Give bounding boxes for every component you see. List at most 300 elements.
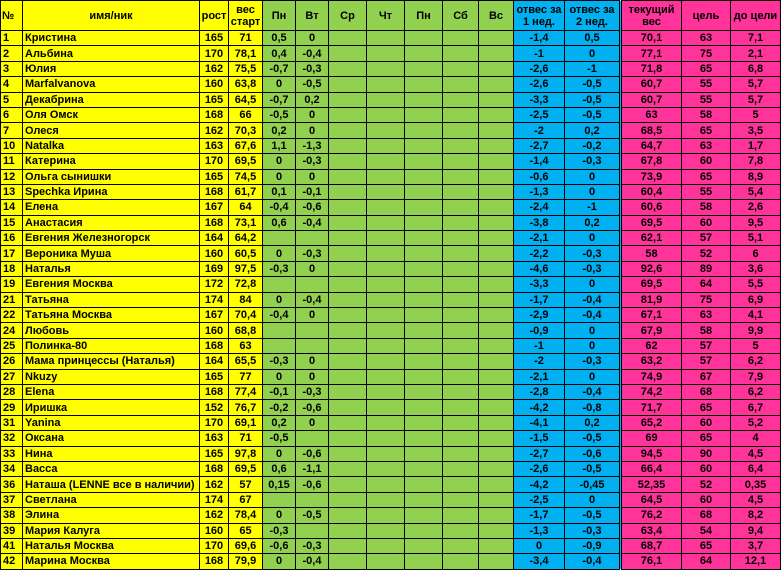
cell-goal[interactable]: 64 bbox=[682, 554, 731, 569]
cell-name[interactable]: Оксана bbox=[23, 431, 200, 446]
cell-height[interactable]: 174 bbox=[200, 292, 229, 307]
cell-num[interactable]: 37 bbox=[1, 492, 23, 507]
cell-loss-week1[interactable]: -1,4 bbox=[514, 154, 565, 169]
cell-height[interactable]: 160 bbox=[200, 246, 229, 261]
cell-thu[interactable] bbox=[367, 46, 405, 61]
cell-wed[interactable] bbox=[329, 384, 367, 399]
cell-loss-week1[interactable]: -3,3 bbox=[514, 92, 565, 107]
cell-tue[interactable]: -0,6 bbox=[296, 446, 329, 461]
cell-thu[interactable] bbox=[367, 107, 405, 122]
cell-num[interactable]: 38 bbox=[1, 508, 23, 523]
cell-mon[interactable]: -0,2 bbox=[263, 400, 296, 415]
cell-current-weight[interactable]: 66,4 bbox=[621, 461, 682, 476]
cell-wed[interactable] bbox=[329, 231, 367, 246]
cell-num[interactable]: 21 bbox=[1, 292, 23, 307]
cell-start-weight[interactable]: 64,5 bbox=[229, 92, 263, 107]
cell-name[interactable]: Декабрина bbox=[23, 92, 200, 107]
cell-thu[interactable] bbox=[367, 200, 405, 215]
cell-to-goal[interactable]: 3,5 bbox=[731, 123, 781, 138]
cell-tue[interactable] bbox=[296, 523, 329, 538]
cell-loss-week2[interactable]: 0,5 bbox=[565, 31, 621, 46]
cell-to-goal[interactable]: 6 bbox=[731, 246, 781, 261]
cell-num[interactable]: 33 bbox=[1, 446, 23, 461]
cell-loss-week2[interactable]: 0 bbox=[565, 369, 621, 384]
cell-start-weight[interactable]: 60,5 bbox=[229, 246, 263, 261]
cell-loss-week1[interactable]: -3,3 bbox=[514, 277, 565, 292]
cell-name[interactable]: Элина bbox=[23, 508, 200, 523]
cell-tue[interactable]: -0,6 bbox=[296, 400, 329, 415]
cell-mon[interactable]: -0,1 bbox=[263, 384, 296, 399]
cell-tue[interactable]: -0,3 bbox=[296, 246, 329, 261]
cell-fri[interactable] bbox=[405, 154, 443, 169]
cell-fri[interactable] bbox=[405, 323, 443, 338]
cell-name[interactable]: Ольга сынишки bbox=[23, 169, 200, 184]
cell-goal[interactable]: 67 bbox=[682, 369, 731, 384]
cell-sat[interactable] bbox=[443, 446, 479, 461]
cell-num[interactable]: 17 bbox=[1, 246, 23, 261]
header-loss-week1[interactable]: отвес за 1 нед. bbox=[514, 1, 565, 31]
cell-current-weight[interactable]: 67,9 bbox=[621, 323, 682, 338]
cell-wed[interactable] bbox=[329, 415, 367, 430]
cell-mon[interactable]: 0 bbox=[263, 369, 296, 384]
cell-fri[interactable] bbox=[405, 123, 443, 138]
cell-num[interactable]: 7 bbox=[1, 123, 23, 138]
cell-sat[interactable] bbox=[443, 277, 479, 292]
cell-loss-week2[interactable]: -0,8 bbox=[565, 400, 621, 415]
cell-sat[interactable] bbox=[443, 477, 479, 492]
cell-thu[interactable] bbox=[367, 461, 405, 476]
cell-sat[interactable] bbox=[443, 554, 479, 569]
cell-height[interactable]: 170 bbox=[200, 415, 229, 430]
cell-to-goal[interactable]: 6,8 bbox=[731, 61, 781, 76]
cell-thu[interactable] bbox=[367, 415, 405, 430]
cell-loss-week1[interactable]: -3,8 bbox=[514, 215, 565, 230]
cell-name[interactable]: Вероника Муша bbox=[23, 246, 200, 261]
cell-loss-week1[interactable]: -0,9 bbox=[514, 323, 565, 338]
cell-tue[interactable]: -0,4 bbox=[296, 292, 329, 307]
cell-current-weight[interactable]: 60,7 bbox=[621, 77, 682, 92]
cell-goal[interactable]: 55 bbox=[682, 184, 731, 199]
cell-loss-week2[interactable]: 0 bbox=[565, 492, 621, 507]
cell-sun[interactable] bbox=[479, 523, 514, 538]
cell-mon[interactable]: 0,5 bbox=[263, 31, 296, 46]
header-name[interactable]: имя/ник bbox=[23, 1, 200, 31]
cell-loss-week2[interactable]: -0,4 bbox=[565, 292, 621, 307]
cell-wed[interactable] bbox=[329, 446, 367, 461]
cell-tue[interactable] bbox=[296, 492, 329, 507]
cell-mon[interactable]: 0,2 bbox=[263, 123, 296, 138]
cell-current-weight[interactable]: 62,1 bbox=[621, 231, 682, 246]
cell-loss-week1[interactable]: -4,2 bbox=[514, 400, 565, 415]
cell-start-weight[interactable]: 63,8 bbox=[229, 77, 263, 92]
cell-num[interactable]: 29 bbox=[1, 400, 23, 415]
cell-height[interactable]: 152 bbox=[200, 400, 229, 415]
cell-start-weight[interactable]: 78,4 bbox=[229, 508, 263, 523]
cell-sat[interactable] bbox=[443, 523, 479, 538]
cell-sat[interactable] bbox=[443, 292, 479, 307]
header-sun[interactable]: Вс bbox=[479, 1, 514, 31]
cell-mon[interactable]: 0 bbox=[263, 292, 296, 307]
cell-sat[interactable] bbox=[443, 77, 479, 92]
cell-loss-week1[interactable]: -2,6 bbox=[514, 77, 565, 92]
cell-goal[interactable]: 57 bbox=[682, 354, 731, 369]
cell-loss-week2[interactable]: 0 bbox=[565, 338, 621, 353]
cell-wed[interactable] bbox=[329, 107, 367, 122]
cell-wed[interactable] bbox=[329, 154, 367, 169]
cell-fri[interactable] bbox=[405, 461, 443, 476]
cell-loss-week1[interactable]: -1,3 bbox=[514, 523, 565, 538]
cell-start-weight[interactable]: 67,6 bbox=[229, 138, 263, 153]
cell-mon[interactable]: 0,1 bbox=[263, 184, 296, 199]
cell-tue[interactable]: 0 bbox=[296, 123, 329, 138]
cell-loss-week1[interactable]: -2,9 bbox=[514, 308, 565, 323]
cell-fri[interactable] bbox=[405, 215, 443, 230]
cell-wed[interactable] bbox=[329, 369, 367, 384]
cell-thu[interactable] bbox=[367, 215, 405, 230]
cell-goal[interactable]: 65 bbox=[682, 169, 731, 184]
header-wed[interactable]: Ср bbox=[329, 1, 367, 31]
cell-to-goal[interactable]: 4,1 bbox=[731, 308, 781, 323]
cell-current-weight[interactable]: 68,7 bbox=[621, 538, 682, 553]
cell-num[interactable]: 2 bbox=[1, 46, 23, 61]
cell-fri[interactable] bbox=[405, 554, 443, 569]
cell-sun[interactable] bbox=[479, 384, 514, 399]
cell-tue[interactable]: 0 bbox=[296, 107, 329, 122]
cell-num[interactable]: 27 bbox=[1, 369, 23, 384]
cell-sat[interactable] bbox=[443, 92, 479, 107]
cell-current-weight[interactable]: 77,1 bbox=[621, 46, 682, 61]
cell-tue[interactable]: 0 bbox=[296, 31, 329, 46]
cell-loss-week2[interactable]: -0,5 bbox=[565, 431, 621, 446]
cell-height[interactable]: 163 bbox=[200, 431, 229, 446]
cell-sat[interactable] bbox=[443, 215, 479, 230]
cell-fri[interactable] bbox=[405, 415, 443, 430]
cell-sun[interactable] bbox=[479, 277, 514, 292]
cell-wed[interactable] bbox=[329, 77, 367, 92]
cell-start-weight[interactable]: 79,9 bbox=[229, 554, 263, 569]
cell-num[interactable]: 36 bbox=[1, 477, 23, 492]
cell-name[interactable]: Полинка-80 bbox=[23, 338, 200, 353]
cell-sun[interactable] bbox=[479, 107, 514, 122]
cell-thu[interactable] bbox=[367, 138, 405, 153]
cell-to-goal[interactable]: 7,9 bbox=[731, 369, 781, 384]
cell-current-weight[interactable]: 69 bbox=[621, 431, 682, 446]
cell-name[interactable]: Любовь bbox=[23, 323, 200, 338]
cell-sun[interactable] bbox=[479, 354, 514, 369]
cell-current-weight[interactable]: 71,7 bbox=[621, 400, 682, 415]
cell-sun[interactable] bbox=[479, 200, 514, 215]
cell-fri[interactable] bbox=[405, 508, 443, 523]
cell-to-goal[interactable]: 0,35 bbox=[731, 477, 781, 492]
cell-current-weight[interactable]: 63 bbox=[621, 107, 682, 122]
cell-sat[interactable] bbox=[443, 384, 479, 399]
cell-loss-week1[interactable]: -1 bbox=[514, 338, 565, 353]
cell-thu[interactable] bbox=[367, 369, 405, 384]
cell-current-weight[interactable]: 60,7 bbox=[621, 92, 682, 107]
cell-fri[interactable] bbox=[405, 431, 443, 446]
cell-sun[interactable] bbox=[479, 292, 514, 307]
cell-start-weight[interactable]: 76,7 bbox=[229, 400, 263, 415]
cell-fri[interactable] bbox=[405, 384, 443, 399]
cell-sun[interactable] bbox=[479, 169, 514, 184]
cell-to-goal[interactable]: 6,2 bbox=[731, 354, 781, 369]
cell-start-weight[interactable]: 71 bbox=[229, 431, 263, 446]
cell-loss-week2[interactable]: -1 bbox=[565, 200, 621, 215]
cell-mon[interactable]: 0 bbox=[263, 508, 296, 523]
cell-name[interactable]: Евгения Железногорск bbox=[23, 231, 200, 246]
cell-mon[interactable]: 0,2 bbox=[263, 415, 296, 430]
cell-current-weight[interactable]: 52,35 bbox=[621, 477, 682, 492]
cell-mon[interactable] bbox=[263, 277, 296, 292]
cell-mon[interactable]: 0 bbox=[263, 554, 296, 569]
cell-tue[interactable] bbox=[296, 431, 329, 446]
cell-current-weight[interactable]: 76,1 bbox=[621, 554, 682, 569]
cell-loss-week1[interactable]: -2,1 bbox=[514, 369, 565, 384]
cell-name[interactable]: Татьяна bbox=[23, 292, 200, 307]
cell-to-goal[interactable]: 1,7 bbox=[731, 138, 781, 153]
header-to-goal[interactable]: до цели bbox=[731, 1, 781, 31]
cell-current-weight[interactable]: 70,1 bbox=[621, 31, 682, 46]
cell-to-goal[interactable]: 4,5 bbox=[731, 446, 781, 461]
cell-mon[interactable]: -0,3 bbox=[263, 354, 296, 369]
cell-thu[interactable] bbox=[367, 231, 405, 246]
cell-fri[interactable] bbox=[405, 31, 443, 46]
cell-goal[interactable]: 60 bbox=[682, 461, 731, 476]
cell-height[interactable]: 160 bbox=[200, 323, 229, 338]
cell-wed[interactable] bbox=[329, 508, 367, 523]
cell-sun[interactable] bbox=[479, 538, 514, 553]
cell-to-goal[interactable]: 8,2 bbox=[731, 508, 781, 523]
cell-num[interactable]: 34 bbox=[1, 461, 23, 476]
cell-thu[interactable] bbox=[367, 446, 405, 461]
cell-sun[interactable] bbox=[479, 231, 514, 246]
cell-sun[interactable] bbox=[479, 61, 514, 76]
cell-loss-week1[interactable]: -1,4 bbox=[514, 31, 565, 46]
cell-name[interactable]: Наталья bbox=[23, 261, 200, 276]
cell-loss-week2[interactable]: 0 bbox=[565, 46, 621, 61]
cell-loss-week1[interactable]: -1,7 bbox=[514, 508, 565, 523]
cell-goal[interactable]: 58 bbox=[682, 323, 731, 338]
cell-mon[interactable]: 0 bbox=[263, 446, 296, 461]
cell-name[interactable]: Светлана bbox=[23, 492, 200, 507]
cell-wed[interactable] bbox=[329, 323, 367, 338]
cell-thu[interactable] bbox=[367, 538, 405, 553]
cell-goal[interactable]: 65 bbox=[682, 123, 731, 138]
cell-wed[interactable] bbox=[329, 92, 367, 107]
cell-sat[interactable] bbox=[443, 154, 479, 169]
cell-height[interactable]: 168 bbox=[200, 184, 229, 199]
cell-name[interactable]: Катерина bbox=[23, 154, 200, 169]
cell-num[interactable]: 1 bbox=[1, 31, 23, 46]
cell-thu[interactable] bbox=[367, 261, 405, 276]
cell-mon[interactable]: -0,3 bbox=[263, 261, 296, 276]
cell-wed[interactable] bbox=[329, 338, 367, 353]
cell-name[interactable]: Marfalvanova bbox=[23, 77, 200, 92]
cell-mon[interactable]: -0,7 bbox=[263, 92, 296, 107]
cell-to-goal[interactable]: 5,5 bbox=[731, 277, 781, 292]
cell-fri[interactable] bbox=[405, 107, 443, 122]
cell-fri[interactable] bbox=[405, 184, 443, 199]
cell-height[interactable]: 162 bbox=[200, 123, 229, 138]
cell-thu[interactable] bbox=[367, 246, 405, 261]
cell-loss-week1[interactable]: -2,7 bbox=[514, 446, 565, 461]
cell-start-weight[interactable]: 65,5 bbox=[229, 354, 263, 369]
cell-name[interactable]: Natalka bbox=[23, 138, 200, 153]
cell-to-goal[interactable]: 8,9 bbox=[731, 169, 781, 184]
cell-to-goal[interactable]: 9,4 bbox=[731, 523, 781, 538]
cell-sat[interactable] bbox=[443, 184, 479, 199]
cell-tue[interactable]: -0,6 bbox=[296, 477, 329, 492]
cell-start-weight[interactable]: 68,8 bbox=[229, 323, 263, 338]
cell-tue[interactable]: -0,5 bbox=[296, 77, 329, 92]
cell-sun[interactable] bbox=[479, 554, 514, 569]
cell-mon[interactable]: 0 bbox=[263, 154, 296, 169]
cell-loss-week2[interactable]: -0,5 bbox=[565, 77, 621, 92]
cell-current-weight[interactable]: 68,5 bbox=[621, 123, 682, 138]
cell-loss-week1[interactable]: -2 bbox=[514, 123, 565, 138]
cell-fri[interactable] bbox=[405, 523, 443, 538]
cell-goal[interactable]: 60 bbox=[682, 154, 731, 169]
cell-sun[interactable] bbox=[479, 415, 514, 430]
cell-name[interactable]: Spechka Ирина bbox=[23, 184, 200, 199]
cell-fri[interactable] bbox=[405, 261, 443, 276]
cell-to-goal[interactable]: 7,1 bbox=[731, 31, 781, 46]
cell-height[interactable]: 162 bbox=[200, 508, 229, 523]
cell-goal[interactable]: 55 bbox=[682, 92, 731, 107]
header-thu[interactable]: Чт bbox=[367, 1, 405, 31]
cell-fri[interactable] bbox=[405, 277, 443, 292]
cell-loss-week2[interactable]: 0,2 bbox=[565, 415, 621, 430]
cell-loss-week1[interactable]: -2,6 bbox=[514, 61, 565, 76]
cell-num[interactable]: 32 bbox=[1, 431, 23, 446]
header-start-weight[interactable]: вес старт bbox=[229, 1, 263, 31]
cell-loss-week2[interactable]: -0,5 bbox=[565, 107, 621, 122]
cell-loss-week2[interactable]: -0,2 bbox=[565, 138, 621, 153]
cell-sat[interactable] bbox=[443, 61, 479, 76]
cell-current-weight[interactable]: 74,9 bbox=[621, 369, 682, 384]
cell-mon[interactable]: 0,6 bbox=[263, 215, 296, 230]
cell-sat[interactable] bbox=[443, 415, 479, 430]
cell-thu[interactable] bbox=[367, 323, 405, 338]
cell-num[interactable]: 22 bbox=[1, 308, 23, 323]
cell-name[interactable]: Нина bbox=[23, 446, 200, 461]
cell-thu[interactable] bbox=[367, 477, 405, 492]
cell-num[interactable]: 26 bbox=[1, 354, 23, 369]
cell-start-weight[interactable]: 65 bbox=[229, 523, 263, 538]
cell-tue[interactable]: -0,5 bbox=[296, 508, 329, 523]
cell-num[interactable]: 39 bbox=[1, 523, 23, 538]
cell-start-weight[interactable]: 73,1 bbox=[229, 215, 263, 230]
cell-tue[interactable]: -0,1 bbox=[296, 184, 329, 199]
cell-height[interactable]: 163 bbox=[200, 138, 229, 153]
cell-goal[interactable]: 68 bbox=[682, 508, 731, 523]
cell-mon[interactable]: -0,7 bbox=[263, 61, 296, 76]
cell-thu[interactable] bbox=[367, 31, 405, 46]
cell-tue[interactable]: 0 bbox=[296, 308, 329, 323]
cell-wed[interactable] bbox=[329, 138, 367, 153]
cell-sun[interactable] bbox=[479, 138, 514, 153]
cell-height[interactable]: 168 bbox=[200, 384, 229, 399]
cell-height[interactable]: 165 bbox=[200, 169, 229, 184]
cell-sun[interactable] bbox=[479, 31, 514, 46]
cell-sun[interactable] bbox=[479, 92, 514, 107]
cell-loss-week2[interactable]: -0,9 bbox=[565, 538, 621, 553]
cell-tue[interactable]: 0 bbox=[296, 169, 329, 184]
cell-wed[interactable] bbox=[329, 169, 367, 184]
cell-thu[interactable] bbox=[367, 508, 405, 523]
cell-mon[interactable] bbox=[263, 323, 296, 338]
cell-to-goal[interactable]: 3,6 bbox=[731, 261, 781, 276]
cell-fri[interactable] bbox=[405, 338, 443, 353]
header-fri[interactable]: Пн bbox=[405, 1, 443, 31]
cell-goal[interactable]: 60 bbox=[682, 415, 731, 430]
cell-sat[interactable] bbox=[443, 123, 479, 138]
cell-fri[interactable] bbox=[405, 92, 443, 107]
cell-name[interactable]: Альбина bbox=[23, 46, 200, 61]
cell-name[interactable]: Иришка bbox=[23, 400, 200, 415]
cell-fri[interactable] bbox=[405, 61, 443, 76]
cell-to-goal[interactable]: 2,6 bbox=[731, 200, 781, 215]
cell-to-goal[interactable]: 5,7 bbox=[731, 92, 781, 107]
cell-fri[interactable] bbox=[405, 369, 443, 384]
cell-wed[interactable] bbox=[329, 246, 367, 261]
cell-goal[interactable]: 57 bbox=[682, 231, 731, 246]
cell-height[interactable]: 160 bbox=[200, 523, 229, 538]
cell-name[interactable]: Татьяна Москва bbox=[23, 308, 200, 323]
cell-wed[interactable] bbox=[329, 61, 367, 76]
cell-fri[interactable] bbox=[405, 292, 443, 307]
cell-height[interactable]: 160 bbox=[200, 77, 229, 92]
cell-mon[interactable]: -0,5 bbox=[263, 107, 296, 122]
cell-start-weight[interactable]: 57 bbox=[229, 477, 263, 492]
cell-wed[interactable] bbox=[329, 215, 367, 230]
cell-goal[interactable]: 68 bbox=[682, 384, 731, 399]
cell-sun[interactable] bbox=[479, 431, 514, 446]
cell-current-weight[interactable]: 63,2 bbox=[621, 354, 682, 369]
cell-num[interactable]: 18 bbox=[1, 261, 23, 276]
cell-goal[interactable]: 65 bbox=[682, 538, 731, 553]
cell-num[interactable]: 24 bbox=[1, 323, 23, 338]
cell-tue[interactable]: 0 bbox=[296, 369, 329, 384]
cell-num[interactable]: 28 bbox=[1, 384, 23, 399]
cell-start-weight[interactable]: 77 bbox=[229, 369, 263, 384]
cell-fri[interactable] bbox=[405, 446, 443, 461]
cell-num[interactable]: 19 bbox=[1, 277, 23, 292]
cell-thu[interactable] bbox=[367, 554, 405, 569]
cell-loss-week1[interactable]: -2,6 bbox=[514, 461, 565, 476]
header-height[interactable]: рост bbox=[200, 1, 229, 31]
cell-num[interactable]: 31 bbox=[1, 415, 23, 430]
cell-start-weight[interactable]: 70,3 bbox=[229, 123, 263, 138]
cell-tue[interactable]: -0,6 bbox=[296, 200, 329, 215]
cell-mon[interactable]: 0,15 bbox=[263, 477, 296, 492]
cell-current-weight[interactable]: 60,4 bbox=[621, 184, 682, 199]
header-current-weight[interactable]: текущий вес bbox=[621, 1, 682, 31]
cell-height[interactable]: 165 bbox=[200, 92, 229, 107]
cell-to-goal[interactable]: 3,7 bbox=[731, 538, 781, 553]
cell-sat[interactable] bbox=[443, 169, 479, 184]
cell-height[interactable]: 167 bbox=[200, 200, 229, 215]
cell-current-weight[interactable]: 63,4 bbox=[621, 523, 682, 538]
cell-to-goal[interactable]: 4 bbox=[731, 431, 781, 446]
cell-sat[interactable] bbox=[443, 246, 479, 261]
cell-goal[interactable]: 60 bbox=[682, 492, 731, 507]
cell-fri[interactable] bbox=[405, 308, 443, 323]
cell-num[interactable]: 15 bbox=[1, 215, 23, 230]
cell-loss-week2[interactable]: -0,4 bbox=[565, 384, 621, 399]
cell-start-weight[interactable]: 63 bbox=[229, 338, 263, 353]
cell-num[interactable]: 14 bbox=[1, 200, 23, 215]
